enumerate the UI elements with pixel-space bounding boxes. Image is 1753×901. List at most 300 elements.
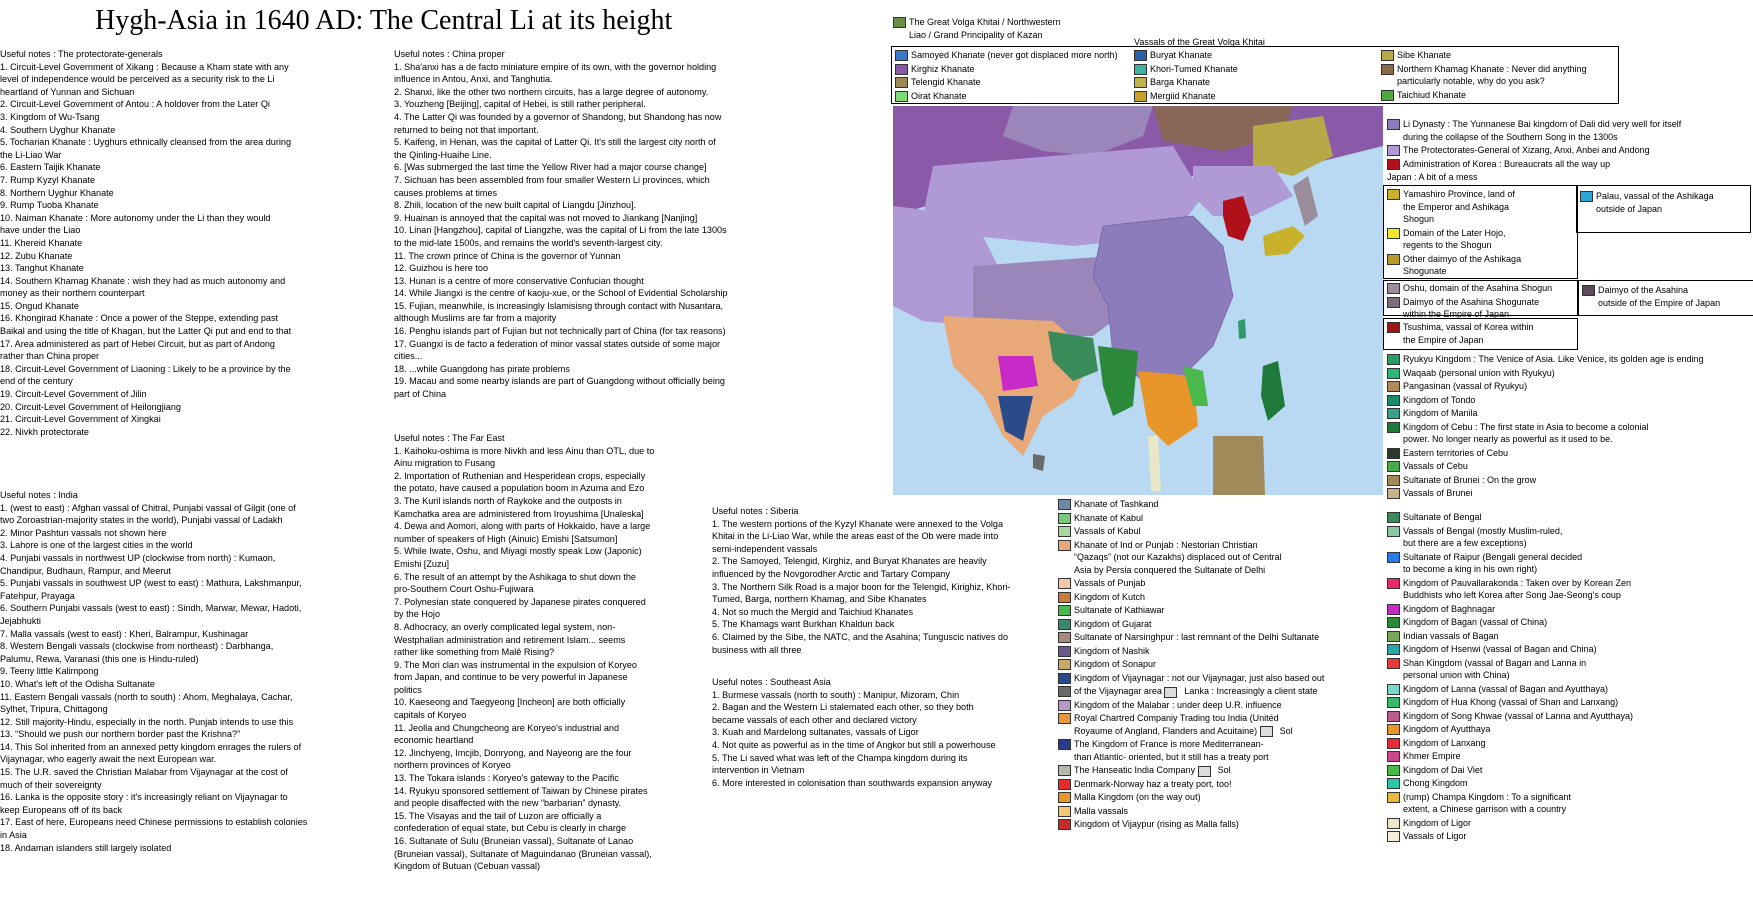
legend-label-block [1403,764,1482,777]
legend-label: Kingdom of Baghnagar [1403,603,1496,614]
region-baghnagar [998,356,1038,391]
legend-item [1058,712,1388,737]
legend-item [1387,407,1753,420]
legend-label-block [1403,158,1610,171]
legend-item [895,76,1135,89]
notes-southeast-asia [712,676,1042,789]
legend-swatch [1058,686,1071,697]
map-title: Hygh-Asia in 1640 AD: The Central Li at its height [95,5,673,36]
legend-label: Sultanate of Brunei : On the grow [1403,474,1537,485]
legend-label-block [1403,737,1486,750]
legend-label: within the Empire of Japan [1403,309,1510,319]
legend-item [1387,474,1753,487]
legend-label: Shogun [1403,214,1435,224]
legend-label: than Atlantic- oriented, but it still has a treaty port [1074,751,1269,762]
legend-label: Barga Khanate [1150,77,1211,87]
legend-label-block [1074,712,1293,737]
notes-china [394,48,790,401]
legend-label: Kingdom of Dai Viet [1403,764,1483,775]
legend-label: particularly notable, why do you ask? [1397,76,1545,86]
legend-label-block [1403,511,1482,524]
note-line: 1. Circuit-Level Government of Xikang : Because a Kham state with any [0,61,289,72]
legend-item [1387,551,1753,576]
legend-item [1387,253,1573,278]
legend-swatch [1134,50,1147,61]
note-line: 8. Zhili, location of the new built capital of Liangdu [Jinzhou]. [394,200,637,211]
note-line: Tumed, Barga, northern Khamag, and Sibe Khanates [712,594,927,605]
legend-swatch [1058,578,1071,589]
note-line: Khitai in the Li-Liao War, while the areas east of the Ob were made into [712,531,999,542]
note-line: 15. The U.R. saved the Christian Malabar from Vijaynagar at the cost of [0,767,288,778]
region-sri-lanka [1033,454,1045,471]
note-line: Westphalian administration and retirement Islam... seems [394,634,626,645]
legend-swatch [1387,792,1400,803]
legend-label-block [1403,353,1704,366]
legend-label-block [1403,683,1608,696]
legend-label: Kingdom of Vijaynagar : not our Vijaynagar, just also based out [1074,672,1325,683]
legend-label-block [1074,778,1232,791]
note-line: influenced by the Novgorodher Arctic and Tartary Company [712,568,950,579]
legend-item [1387,777,1753,790]
legend-item [1058,699,1388,712]
note-line: 11. Jeolla and Chungcheong are Koryeo's industrial and [394,722,620,733]
legend-swatch [1387,448,1400,459]
note-line: 4. Dewa and Aomori, along with parts of Hokkaido, have a large [394,521,651,532]
note-line: 19. Macau and some nearby islands are part of Guangdong without officially being [394,376,725,387]
legend-label: power. No longer nearly as powerful as it used to be. [1403,434,1613,444]
legend-label: but there are a few exceptions) [1403,538,1527,548]
note-line: rather than China proper [0,351,100,362]
legend-item [1058,672,1388,685]
legend-label: Daimyo of the Asahina [1598,285,1689,295]
note-line: 1. Kaihoku-oshima is more Nivkh and less Ainu than OTL, due to [394,445,655,456]
legend-label: Domain of the Later Hojo, [1403,227,1506,238]
legend-label: Samoyed Khanate (never got displaced more north) [911,50,1118,60]
note-line: 9. Teeny little Kalimpong [0,666,99,677]
legend-item [1387,460,1753,473]
note-line: 1. The western portions of the Kyzyl Khanate were annexed to the Volga [712,518,1004,529]
legend-label-block [1074,764,1231,777]
legend-item [1387,657,1753,682]
legend-label-block [1074,498,1158,511]
legend-item [1387,750,1753,763]
legend-maritime [1387,353,1753,501]
legend-label-block [1403,188,1515,226]
legend-swatch [1058,819,1071,830]
legend-label-block [1150,90,1216,103]
legend-item [1387,764,1753,777]
note-line: 5. Kaifeng, in Henan, was the capital of Latter Qi. It's still the largest city north of [394,137,716,148]
note-line: 15. Ongud Khanate [0,300,79,311]
legend-label: of the Vijaynagar area Lanka : Increasingly a client state [1074,686,1318,696]
note-line: 12. Guizhou is here too [394,263,489,274]
legend-label: Kingdom of Tondo [1403,394,1476,405]
legend-label: Khanate of Tashkand [1074,499,1159,509]
legend-item [1058,805,1388,818]
legend-swatch [1058,632,1071,643]
note-line: 6. Eastern Taijik Khanate [0,162,101,173]
legend-item [1387,696,1753,709]
legend-swatch [1134,77,1147,88]
legend-label: Chong Kingdom [1403,778,1468,788]
note-line: 9. Huainan is annoyed that the capital was not moved to Jiankang [Nanjing] [394,212,698,223]
note-line: 16. Khongirad Khanate : Once a power of the Steppe, extending past [0,313,279,324]
legend-label: Vassals of Bengal (mostly Muslim-ruled, [1403,525,1563,536]
legend-item [1058,618,1388,631]
legend-item [1058,685,1388,698]
note-line: 6. Southern Punjabi vassals (west to east) : Sindh, Marwar, Mewar, Hadoti, [0,603,302,614]
legend-item [1387,683,1753,696]
legend-swatch [1387,684,1400,695]
note-line: 5. Punjabi vassals in southwest UP (west to east) : Mathura, Lakshmanpur, [0,578,302,589]
legend-volga-col3 [1381,49,1621,102]
legend-label: Kingdom of Pauvallarakonda : Taken over by Korean Zen [1403,577,1631,588]
legend-label-block [1403,525,1562,550]
legend-swatch [1058,513,1071,524]
legend-item [1058,791,1388,804]
legend-item [1582,284,1752,309]
legend-label: Kingdom of Lanna (vassal of Bagan and Ayutthaya) [1403,683,1608,694]
note-line: 7. Malla vassals (west to east) : Kheri, Balrampur, Kushinagar [0,628,249,639]
legend-label-block [1150,63,1238,76]
legend-item [895,90,1135,103]
legend-swatch [895,77,908,88]
legend-palau [1580,190,1750,216]
legend-swatch [1387,228,1400,239]
legend-label: Khori-Tumed Khanate [1150,63,1238,74]
legend-label-block [1074,604,1165,617]
legend-label-block [1397,89,1466,102]
notes-protectorates [0,48,372,438]
legend-swatch [895,64,908,75]
legend-item [1387,737,1753,750]
legend-swatch [1387,724,1400,735]
legend-item [1387,511,1753,524]
legend-label-block [1403,817,1471,830]
legend-item [1058,498,1388,511]
legend-swatch [1381,64,1394,75]
legend-label-block [1074,658,1156,671]
note-line: the Qinling-Huaihe Line. [394,149,492,160]
legend-swatch [1387,145,1400,156]
note-line: rather like something from Malê Rising? [394,647,555,658]
legend-swatch [1387,422,1400,433]
legend-item [1134,63,1374,76]
legend-li-korea [1387,118,1753,171]
legend-label: Shan Kingdom (vassal of Bagan and Lanna in [1403,657,1587,668]
legend-swatch [1580,191,1593,202]
legend-swatch [1387,658,1400,669]
legend-label-block [1403,394,1475,407]
note-line: 17. Area administered as part of Hebei Circuit, but as part of Andong [0,338,275,349]
legend-tsushima [1387,321,1577,347]
note-line: 5. While Iwate, Oshu, and Miyagi mostly speak Low (Japonic) [394,546,642,557]
legend-swatch [1387,322,1400,333]
legend-swatch [895,50,908,61]
legend-label: Khmer Empire [1403,751,1461,761]
note-line: 18. Andaman islanders still largely isolated [0,842,172,853]
note-line: 17. East of here, Europeans need Chinese permissions to establish colonies [0,817,308,828]
legend-label-block [1403,144,1650,157]
legend-label: Sultanate of Kathiawar [1074,605,1165,615]
legend-label-block [1403,118,1681,143]
legend-label-block [1403,696,1618,709]
legend-japan [1387,188,1573,279]
legend-label: Royal Chartred Companiy Trading tou India (Unitéd [1074,713,1279,724]
legend-item [1387,525,1753,550]
legend-item [1387,282,1577,295]
legend-label: Sibe Khanate [1397,50,1452,60]
legend-label-block [1403,227,1506,252]
note-line: 2. Bagan and the Western Li stalemated each other, so they both [712,702,974,713]
note-line: influence in Antou, Anxi, and Tanghutia. [394,74,553,85]
legend-label: Telengid Khanate [911,77,981,87]
note-line: 12. Still majority-Hindu, especially in the north. Punjab intends to use this [0,716,294,727]
legend-item [1387,603,1753,616]
legend-label: Mergiid Khanate [1150,90,1216,101]
note-line: 6. More interested in colonisation than southwards expansion anyway [712,777,993,788]
notes-header: Useful notes : Southeast Asia [712,677,831,687]
note-line: 9. The Mori clan was instrumental in the expulsion of Koryeo [394,659,637,670]
legend-swatch [893,17,906,28]
legend-india [1058,498,1388,832]
note-line: 6. [Was submerged the last time the Yellow River had a major course change] [394,162,707,173]
note-line: money as their northern counterpart [0,288,145,299]
legend-swatch [1387,526,1400,537]
notes-header: Useful notes : Siberia [712,506,799,516]
legend-label: The Hanseatic India Company Sol [1074,765,1231,776]
note-line: Palumu, Rewa, Varanasi (this one is Hindu-ruled) [0,653,199,664]
legend-volga-col1 [895,49,1135,103]
note-line: part of China [394,389,447,400]
note-line: 5. The Khamags want Burkhan Khaldun back [712,619,895,630]
legend-item [1058,658,1388,671]
legend-item [1387,487,1753,500]
note-line: 3. The Northern Silk Road is a major boon for the Telengid, Kirighiz, Khori- [712,581,1011,592]
note-line: 6. Claimed by the Sibe, the NATC, and the Asahina; Tunguscic natives do [712,631,1009,642]
legend-item [1387,380,1753,393]
legend-label-block [1403,830,1466,843]
legend-swatch [1387,831,1400,842]
note-line: causes problems at times [394,187,498,198]
note-line: politics [394,684,422,695]
legend-label-block [1397,49,1451,62]
note-line: 2. Minor Pashtun vassals not shown here [0,527,167,538]
note-line: although Muslims are far from a majority [394,313,557,324]
legend-tail-swatch [1164,687,1177,698]
legend-swatch [1387,697,1400,708]
note-line: Vijaynagar, who eagerly await the next European war. [0,754,217,765]
legend-label-block [1074,618,1152,631]
legend-label: Kingdom of Nashik [1074,645,1150,656]
legend-label-block [1074,577,1145,590]
legend-swatch [1058,713,1071,724]
note-line: 5. Tocharian Khanate : Uyghurs ethnically cleansed from the area during [0,137,292,148]
note-line: by the Hojo [394,609,441,620]
legend-label: personal union with China) [1403,670,1510,680]
legend-label: Kingdom of Sonapur [1074,659,1157,669]
note-line: 1. (west to east) : Afghan vassal of Chitral, Punjabi vassal of Gilgit (one of [0,502,296,513]
note-line: end of the century [0,376,73,387]
note-line: keep Europeans off of its back [0,804,123,815]
legend-label-block [1403,321,1534,346]
legend-item [1387,710,1753,723]
legend-label: Kingdom of Gujarat [1074,618,1152,629]
legend-swatch [1387,578,1400,589]
legend-label-block [1403,367,1555,380]
note-line: 4. Punjabi vassals in northwest UP (clockwise from north) : Kumaon, [0,552,276,563]
legend-item [1387,353,1753,366]
region-taiwan [1238,319,1246,339]
legend-swatch [1058,673,1071,684]
legend-label: Denmark-Norway haz a treaty port, too! [1074,778,1232,789]
note-line: 1. Burmese vassals (north to south) : Manipur, Mizoram, Chin [712,689,960,700]
legend-label-block [1403,603,1495,616]
note-line: 4. Not quite as powerful as in the time of Angkor but still a powerhouse [712,739,996,750]
legend-item [1387,616,1753,629]
note-line: 4. Southern Uyghur Khanate [0,124,116,135]
note-line: 6. The result of an attempt by the Ashikaga to shut down the [394,571,636,582]
legend-swatch [1134,91,1147,102]
legend-label-block [1403,253,1521,278]
legend-swatch [1387,631,1400,642]
legend-label-block [1403,487,1472,500]
legend-swatch [1058,765,1071,776]
legend-label-block [911,63,975,76]
legend-swatch [1058,592,1071,603]
legend-swatch [1387,552,1400,563]
legend-label-block [1074,645,1150,658]
note-line: cities... [394,351,423,362]
legend-swatch [1387,254,1400,265]
note-line: 18. ...while Guangdong has pirate problems [394,363,570,374]
note-line: from Japan, and continue to be very powerful in Japanese [394,672,628,683]
note-line: 17. Guangxi is de facto a federation of minor vassal states outside of some major [394,338,721,349]
note-line: have under the Liao [0,225,81,236]
legend-swatch [1381,90,1394,101]
note-line: 12. Jinchyeng, Imcjib, Donryong, and Nayeong are the four [394,747,632,758]
legend-label: the Empire of Japan [1403,334,1484,345]
note-line: Kingdom of Butuan (Cebuan vassal) [394,861,541,872]
legend-swatch [1387,738,1400,749]
legend-label: Pangasinan (vassal of Ryukyu) [1403,381,1528,391]
legend-item [1387,421,1753,446]
notes-india [0,489,385,854]
legend-label: Kirghiz Khanate [911,63,975,74]
note-line: Ainu migration to Fusang [394,458,496,469]
note-line: 14. This Sol inherited from an annexed petty kingdom enrages the rulers of [0,741,302,752]
legend-asahina [1387,282,1577,322]
legend-item [1134,49,1374,62]
note-line: 12. Zubu Khanate [0,250,73,261]
legend-item [895,63,1135,76]
legend-volga-col2 [1134,49,1374,103]
legend-swatch [1058,526,1071,537]
legend-label-block [1403,380,1527,393]
legend-item [1387,791,1753,816]
legend-item [1058,645,1388,658]
legend-label: Eastern territories of Cebu [1403,447,1509,458]
legend-tail: Sol [1279,725,1293,736]
legend-label: Yamashiro Province, land of [1403,189,1515,199]
legend-item [1381,63,1621,88]
note-line: 8. Adhocracy, an overly complicated legal system, non- [394,621,616,632]
note-line: 2. Importation of Ruthenian and Hesperidean crops, especially [394,470,646,481]
notes-siberia [712,505,1042,656]
legend-label: Ryukyu Kingdom : The Venice of Asia. Like Venice, its golden age is ending [1403,354,1704,364]
note-line: 13. Hunan is a centre of more conservative Confucian thought [394,275,644,286]
legend-swatch [1387,617,1400,628]
legend-label: Liao / Grand Principality of Kazan [909,29,1043,40]
legend-southeast [1387,511,1753,844]
legend-label: Vassals of Ligor [1403,831,1467,841]
note-line: 13. “Should we push our northern border past the Krishna?” [0,729,241,740]
note-line: number of speakers of High (Ainuic) Emishi [Satsumon] [394,533,618,544]
legend-swatch [1058,792,1071,803]
legend-item [1058,778,1388,791]
note-line: 7. Rump Kyzyl Khanate [0,174,96,185]
legend-label-block [1074,818,1239,831]
legend-swatch [1387,711,1400,722]
legend-label: Kingdom of Hua Khong (vassal of Shan and Lanxang) [1403,697,1619,707]
note-line: 20. Circuit-Level Government of Heilongjiang [0,401,181,412]
legend-swatch [1387,751,1400,762]
legend-label: Other daimyo of the Ashikaga [1403,253,1522,264]
legend-label-block [1074,791,1201,804]
note-line: 11. Eastern Bengali vassals (north to south) : Ahom, Meghalaya, Cachar, [0,691,293,702]
legend-label-block [1403,643,1597,656]
legend-swatch [1381,50,1394,61]
legend-swatch [1387,119,1400,130]
legend-label-block [1074,591,1145,604]
note-line: 11. The crown prince of China is the governor of Yunnan [394,250,621,261]
legend-label-block [1403,710,1633,723]
note-line: 7. Sichuan has been assembled from four smaller Western Li provinces, which [394,174,710,185]
legend-swatch [1387,765,1400,776]
legend-label: Oshu, domain of the Asahina Shogun [1403,283,1553,293]
legend-item [1134,76,1374,89]
legend-japan-header: Japan : A bit of a mess [1387,172,1478,182]
legend-label: Taichiud Khanate [1397,89,1467,100]
note-line: 3. Kuah and Mardelong sultanates, vassals of Ligor [712,727,919,738]
note-line: 16. Lanka is the opposite story : it's increasingly reliant on Vijaynagar to [0,792,288,803]
legend-tail-swatch [1198,766,1211,777]
note-line: 10. Naiman Khanate : More autonomy under the Li than they would [0,212,271,223]
legend-item [1134,90,1374,103]
legend-swatch [1134,64,1147,75]
legend-label: Kingdom of Lanxang [1403,737,1486,748]
note-line: economic heartland [394,735,474,746]
legend-swatch [1058,499,1071,510]
note-line: northern provinces of Koryeo [394,760,511,771]
notes-header: Useful notes : The Far East [394,433,505,443]
legend-item [1387,158,1753,171]
note-line: 8. Western Bengali vassals (clockwise from northeast) : Darbhanga, [0,641,274,652]
legend-label: regents to the Shogun [1403,240,1492,250]
legend-swatch [1058,779,1071,790]
note-line: Fatehpur, Prayaga [0,590,75,601]
legend-label-block [1403,447,1508,460]
legend-swatch [1387,189,1400,200]
notes-header: Useful notes : The protectorate-generals [0,49,163,59]
legend-item [1058,738,1388,763]
note-line: 15. The Visayas and the tail of Luzon are officially a [394,810,602,821]
legend-tail-swatch [1260,726,1273,737]
legend-label: Vassals of Cebu [1403,461,1468,471]
legend-label: Li Dynasty : The Yunnanese Bai kingdom of Dali did very well for itself [1403,119,1682,129]
legend-item [1387,447,1753,460]
legend-label: Kingdom of Bagan (vassal of China) [1403,617,1548,627]
